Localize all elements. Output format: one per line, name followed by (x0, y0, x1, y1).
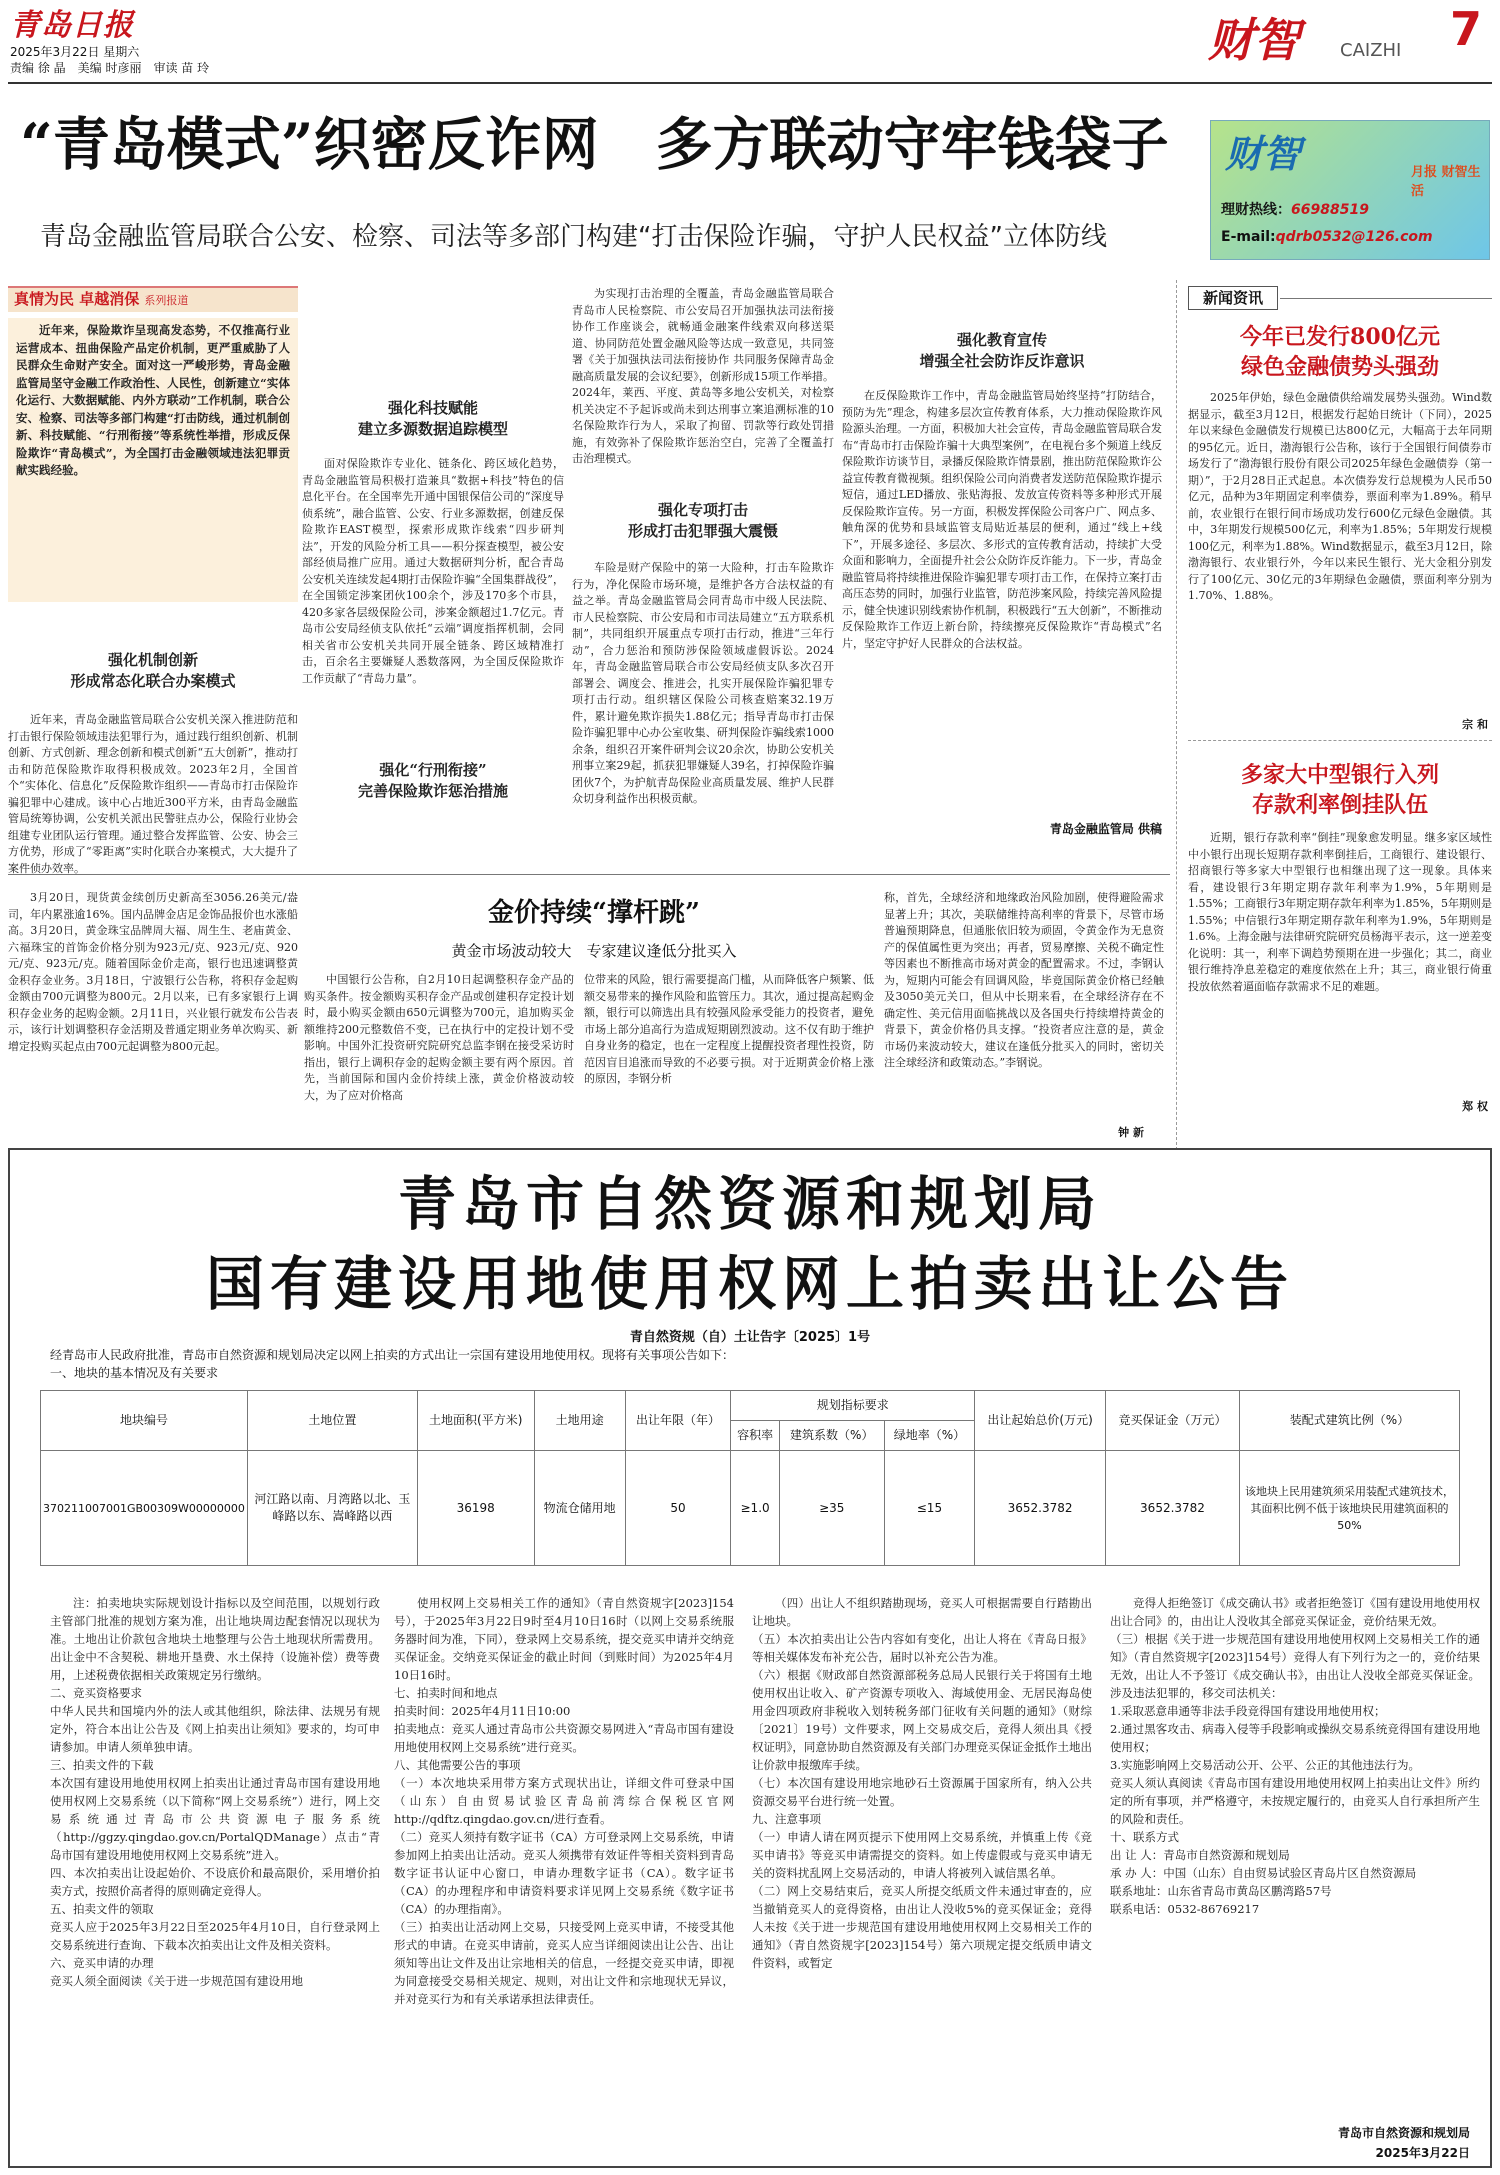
ad-title: 财智 (1225, 131, 1302, 176)
table-subheader: 容积率 (731, 1421, 780, 1451)
feature-s5-text: 在反保险欺诈工作中，青岛金融监管局始终坚持“打防结合，预防为先”理念，构建多层次宣传教育体系，大力推动保险欺诈风险源头治理。一方面，积极加大社会宣传，青岛金融监管局联合发布“青岛市打击保险诈骗十大典型案例”，在电视台多个频道上线反保险欺诈访谈节目，录播反保险欺诈情景剧，推出防范保险欺诈公益宣传教育微视频。组织保险公司向消费者发送防范保险欺诈提示短信，通过LED播放、张贴海报、发放宣传资料等多种形式开展反保险欺诈宣传。另一方面，积极发挥保险公司客户广、网点多、触角深的优势和县域监管支局贴近基层的便利，通过“线上+线下”，开展多途径、多层次、多形式的宣传教育活动，持续扩大受众面和影响力，全面提升社会公众防诈反诈能力。下一步，青岛金融监管局将持续推进保险诈骗犯罪专项打击工作，在保持立案打击高压态势的同时，加强行业监管，防范涉案风险，持续完善风险提示，健全快速识别线索协作机制，积极践行“五大创新”，不断推动反保险欺诈工作迈上新台阶，持续擦亮反保险欺诈“青岛模式”名片，坚定守护好人民群众的合法权益。 (842, 389, 1162, 650)
feature-byline: 青岛金融监管局 供稿 (1049, 822, 1162, 836)
table-cell: 3652.3782 (975, 1451, 1106, 1566)
masthead-editors: 责编 徐 晶 美编 时彦丽 审读 苗 玲 (10, 61, 210, 75)
masthead-logo: 青岛日报 (10, 8, 134, 43)
table-cell: 3652.3782 (1106, 1451, 1240, 1566)
gold-col2-text: 中国银行公告称，自2月10日起调整积存金产品的购买条件。按金额购买积存金产品或创建积存定投计划时，最小购买金额由650元调整为700元，追加购买金额维持200元整数倍不变，已在执行中的定投计划不受影响。中国外汇投资研究院研究总监李钢在接受采访时指出，银行上调积存金的起购金额主要有两个原因。首先，当前国际和国内金价持续上涨，黄金价格波动较大，为了应对价格高 (304, 973, 574, 1102)
feature-s3-text: 为实现打击治理的全覆盖，青岛金融监管局联合青岛市人民检察院、市公安局召开加强执法司法衔接协作工作座谈会，就畅通金融案件线索双向移送渠道、协同防范处置金融风险等达成一致意见，共同签署《关于加强执法司法衔接协作 共同服务保障青岛金融高质量发展的会议纪要》，创新形成15项工作举措。2024年，莱西、平度、黄岛等多地公安机关，对检察机关决定不予起诉或尚未到达刑事立案追溯标准的10名保险欺诈行为人，采取了拘留、罚款等行政处罚措施，有效弥补了保险欺诈惩治空白，完善了全覆盖打击治理模式。 (572, 287, 834, 465)
parcel-table (40, 1390, 1460, 1570)
table-subheader: 建筑系数（%） (779, 1421, 884, 1451)
gold-subtitle: 黄金市场波动较大 专家建议逢低分批买入 (451, 942, 737, 960)
ad-slogan: 月报 财智生活 (1411, 165, 1481, 199)
news-a1-text: 2025年伊始，绿色金融债供给端发展势头强劲。Wind数据显示，截至3月12日，根据发行起始日统计（下同），2025年以来绿色金融债发行规模已达800亿元，大幅高于去年同期的95亿元。近日，渤海银行公告称，该行于全国银行间债券市场发行了“渤海银行股份有限公司2025年绿色金融债券（第一期）”，于2月28日正式起息。本次债券发行总规模为人民币50亿元，品种为3年期固定利率债券，票面利率为1.89%。稍早前，农业银行在银行间市场成功发行600亿元绿色金融债。其中，3年期发行规模500亿元，利率为1.85%；5年期发行规模100亿元，利率为1.88%。Wind数据显示，截至3月12日，除渤海银行、农业银行外，今年以来民生银行、光大金租分别发行了100亿元、30亿元的3年期绿色金融债，票面利率分别为1.70%、1.88%。 (1188, 391, 1492, 602)
feature-s4-text: 车险是财产保险中的第一大险种，打击车险欺诈行为，净化保险市场环境，是维护各方合法权益的有益之举。青岛金融监管局会同青岛市中级人民法院、市人民检察院、市公安局和市司法局建立“五方联系机制”，共同组织开展重点专项打击行动，推进“三年行动”，合力惩治和预防涉保险领域虚假诉讼。2024年，青岛金融监管局联合市公安局经侦支队多次召开部署会、调度会、推进会，扎实开展保险诈骗犯罪专项打击行动。组织辖区保险公司核查赔案32.19万件，累计避免欺诈损失1.88亿元；指导青岛市打击保险诈骗犯罪中心办公室收集、研判保险诈骗线索1000余条，组织召开案件研判会议20余次，协助公安机关刑事立案29起，抓获犯罪嫌疑人39名，打掉保险诈骗团伙7个，为护航青岛保险业高质量发展、维护人民群众切身利益作出积极贡献。 (572, 561, 834, 805)
table-row (41, 1451, 1460, 1566)
table-header: 装配式建筑比例（%） (1240, 1391, 1460, 1451)
table-header: 地块编号 (41, 1391, 248, 1451)
notice-title-1: 青岛市自然资源和规划局 (397, 1170, 1102, 1238)
feature-s1-text-cont (302, 286, 564, 386)
table-cell: 河江路以南、月湾路以北、玉峰路以东、嵩峰路以西 (247, 1451, 417, 1566)
gold-author: 钟 新 (1118, 1126, 1144, 1139)
table-header: 土地用途 (534, 1391, 625, 1451)
ad-box (1210, 120, 1490, 260)
notice-sign-org: 青岛市自然资源和规划局 (1337, 2126, 1470, 2140)
feature-s2-title: 强化科技赋能 建立多源数据追踪模型 (357, 399, 508, 438)
notice-col-3: （四）出让人不组织踏勘现场，竞买人可根据需要自行踏勘出让地块。 （五）本次拍卖出让公告内容如有变化，出让人将在《青岛日报》等相关媒体发布补充公告，届时以补充公告为准。 （六）根据《财政部自然资源部税务总局人民银行关于将国有土地使用权出让收入、矿产资源专项收入、海域使用金、无居民海岛使用金四项政府非税收入划转税务部门征收有关问题的通知》（财综〔2021〕19号）文件要求，网上交易成交后，竞得人须出具《授权证明》，同意协助自然资源及有关部门办理竞买保证金抵作土地出让价款申报缴库手续。 （七）本次国有建设用地宗地砂石土资源属于国家所有，纳入公共资源交易平台进行统一处置。 九、注意事项 （一）申请人请在网页提示下使用网上交易系统，并慎重上传《竞买申请书》等竞买申请需提交的资料。如上传虚假或与竞买申请无关的资料扰乱网上交易活动的，申请人将被列入诚信黑名单。 （二）网上交易结束后，竞买人所提交纸质文件未通过审查的，应当撤销竞买人的竞得资格，由出让人没收5%的竞买保证金；竞得人未按《关于进一步规范国有建设用地使用权网上交易相关工作的通知》（青自然资规字[2023]154号）第六项规定提交纸质申请文件资料，或暂定 (752, 1596, 1092, 1970)
feature-tag (8, 286, 298, 312)
table-header: 竞买保证金（万元） (1106, 1391, 1240, 1451)
table-cell: 该地块上民用建筑须采用装配式建筑技术，其面积比例不低于该地块民用建筑面积的50% (1240, 1451, 1460, 1566)
news-tag-rule (1280, 298, 1492, 299)
notice-col-4: 竞得人拒绝签订《成交确认书》或者拒绝签订《国有建设用地使用权出让合同》的，由出让人没收其全部竞买保证金，竞价结果无效。 （三）根据《关于进一步规范国有建设用地使用权网上交易相关工作的通知》（青自然资规字[2023]154号）竞得人有下列行为之一的，竞价结果无效，出让人不予签订《成交确认书》，由出让人没收全部竞买保证金。涉及违法犯罪的，移交司法机关： 1.采取恶意串通等非法手段竞得国有建设用地使用权； 2.通过黑客攻击、病毒入侵等手段影响或操纵交易系统竞得国有建设用地使用权； 3.实施影响网上交易活动公开、公平、公正的其他违法行为。 竞买人须认真阅读《青岛市国有建设用地使用权网上拍卖出让文件》所约定的所有事项，并严格遵守，未按规定履行的，由竞买人自行承担所产生的风险和责任。 十、联系方式 出 让 人：青岛市自然资源和规划局 承 办 人：中国（山东）自由贸易试验区青岛片区自然资源局 联系地址：山东省青岛市黄岛区鹏湾路57号 联系电话：0532-86769217 (1110, 1596, 1480, 1916)
table-header-row (41, 1391, 1460, 1421)
table-header: 规划指标要求 (731, 1391, 975, 1421)
gold-left-text: 3月20日，现货黄金续创历史新高至3056.26美元/盎司，年内累涨逾16%。国内品牌金店足金饰品报价也水涨船高。3月20日，黄金珠宝品牌周大福、周生生、老庙黄金、六福珠宝的首饰金价格分别为923元/克、923元/克、920元/克、923元/克。随着国际金价走高，银行也迅速调整黄金积存金业务。3月18日，宁波银行公告称，将积存金起购金额由700元调整为800元。2月以来，已有多家银行上调积存金业务的起购金额。2月11日，兴业银行就发布公告表示，该行计划调整积存金活期及普通定期业务单次购买、新增定投购买起点由700元起调整为800元起。 (8, 891, 298, 1053)
news-a2-text: 近期，银行存款利率“倒挂”现象愈发明显。继多家区域性中小银行出现长短期存款利率倒挂后，工商银行、建设银行、招商银行等多家大中型银行也相继出现了这一现象。具体来看，建设银行3年期定期存款年利率为1.9%，5年期则是1.55%；工商银行3年期定期存款年利率为1.85%，5年期则是1.55%；中信银行3年期定期存款年利率为1.9%，5年期则是1.6%。上海金融与法律研究院研究员杨海平表示，这一逆差变化说明：其一，利率下调趋势预期在进一步强化；其二，商业银行维持净息差稳定的难度依然在上升；其三，商业银行倚重投放依然着逼面临存款需求不足的难题。 (1188, 831, 1492, 993)
table-cell: 物流仓储用地 (534, 1451, 625, 1566)
table-cell: ≥1.0 (731, 1451, 780, 1566)
section-en: CAIZHI (1340, 40, 1402, 61)
ad-hotline-number: 66988519 (1291, 202, 1369, 218)
ad-email-row (1221, 229, 1491, 245)
gold-col3-text: 位带来的风险，银行需要提高门槛，从而降低客户频繁、低额交易带来的操作风险和监管压力。其次，通过提高起购金额，银行可以筛选出具有较强风险承受能力的投资者，避免市场上部分追高行为造成短期剧烈波动。这不仅有助于维护自身业务的稳定，也在一定程度上提醒投资者理性投资，防范因盲目追涨而导致的不必要亏损。对于近期黄金价格上涨的原因，李钢分析 (584, 973, 874, 1085)
ad-email-address: qdrb0532@126.com (1275, 229, 1433, 245)
gold-title: 金价持续“撑杆跳” (488, 898, 700, 928)
feature-lead: 近年来，保险欺诈呈现高发态势，不仅推高行业运营成本、扭曲保险产品定价机制，更严重威胁了人民群众生命财产安全。面对这一严峻形势，青岛金融监管局坚守金融工作政治性、人民性，创新建立“实体化运行、大数据赋能、内外方联动”工作机制，联合公安、检察、司法等多部门构建“打击防线，通过机制创新、科技赋能、“行刑衔接”等系统性举措，形成反保险欺诈“青岛模式”，为全国打击金融领域违法犯罪贡献实践经验。 (8, 318, 298, 602)
ad-hotline-row (1221, 199, 1491, 219)
notice-col-2: 使用权网上交易相关工作的通知》（青自然资规字[2023]154号），于2025年3月22日9时至4月10日16时（以网上交易系统服务器时间为准，下同），登录网上交易系统，提交竞买申请并交纳竞买保证金。交纳竞买保证金的截止时间（到账时间）为2025年4月10日16时。 七、拍卖时间和地点 拍卖时间：2025年4月11日10:00 拍卖地点：竞买人通过青岛市公共资源交易网进入“青岛市国有建设用地使用权网上交易系统”进行竞买。 八、其他需要公告的事项 （一）本次地块采用带方案方式现状出让，详细文件可登录中国（山东）自由贸易试验区青岛前湾综合保税区官网 http://qdftz.qingdao.gov.cn/进行查看。 （二）竞买人须持有数字证书（CA）方可登录网上交易系统，申请参加网上拍卖出让活动。竞买人须携带有效证件等相关资料到青岛数字证书认证中心窗口，申请办理数字证书（CA）。数字证书（CA）的办理程序和申请资料要求详见网上交易系统《数字证书（CA）的办理指南》。 （三）拍卖出让活动网上交易，只接受网上竞买申请，不接受其他形式的申请。在竞买申请前，竞买人应当详细阅读出让公告、出让须知等出让文件及出让宗地相关的信息，一经提交竞买申请，即视为同意接受交易相关规定、规则，对出让文件和宗地现状无异议，并对竞买行为和有关承诺承担法律责任。 (394, 1596, 734, 2006)
notice-sign-date: 2025年3月22日 (1375, 2146, 1470, 2160)
main-headline: “青岛模式”织密反诈网 多方联动守牢钱袋子 (20, 111, 1169, 178)
table-header: 出让年限（年） (625, 1391, 731, 1451)
page-number: 7 (1450, 2, 1483, 56)
table-cell: 370211007001GB00309W00000000 (41, 1451, 248, 1566)
parcel-table-grid (40, 1390, 1460, 1566)
news-a1-author: 宗 和 (1462, 718, 1488, 731)
table-header: 出让起始总价(万元) (975, 1391, 1106, 1451)
divider-gold (8, 874, 1170, 875)
ad-email-label: E-mail: (1221, 229, 1276, 245)
feature-s4-title: 强化专项打击 形成打击犯罪强大震慑 (627, 501, 778, 540)
main-subheadline: 青岛金融监管局联合公安、检察、司法等多部门构建“打击保险诈骗，守护人民权益”立体防线 (40, 222, 1107, 252)
news-a2-title: 多家大中型银行入列 存款利率倒挂队伍 (1240, 762, 1439, 818)
feature-s3-title: 强化“行刑衔接” 完善保险欺诈惩治措施 (357, 761, 508, 800)
masthead-rule (8, 82, 1492, 84)
table-cell: ≤15 (884, 1451, 975, 1566)
notice-col-1: 注：拍卖地块实际规划设计指标以及空间范围，以规划行政主管部门批准的规划方案为准，出让地块周边配套情况以现状为准。土地出让价款包含地块土地整理与公告土地现状所需费用。出让金中不含契税、耕地开垦费、水土保持（设施补偿）费等费用，上述税费依据相关政策规定另行缴纳。 二、竞买资格要求 中华人民共和国境内外的法人或其他组织，除法律、法规另有规定外，符合本出让公告及《网上拍卖出让须知》要求的，均可申请参加。申请人须单独申请。 三、拍卖文件的下载 本次国有建设用地使用权网上拍卖出让通过青岛市国有建设用地使用权网上交易系统（以下简称“网上交易系统”）进行，网上交易系统通过青岛市公共资源电子服务系统（http://ggzy.qingdao.gov.cn/PortalQDManage）点击“青岛市国有建设用地使用权网上交易系统”进入。 四、本次拍卖出让设起始价、不设底价和最高限价，采用增价拍卖方式，按照价高者得的原则确定竞得人。 五、拍卖文件的领取 竞买人应于2025年3月22日至2025年4月10日，自行登录网上交易系统进行查询、下载本次拍卖出让文件及相关资料。 六、竞买申请的办理 竞买人须全面阅读《关于进一步规范国有建设用地 (50, 1596, 380, 1988)
ad-hotline-label: 理财热线： (1221, 202, 1291, 218)
table-cell: 36198 (417, 1451, 534, 1566)
feature-tag-label: 真情为民 卓越消保 (14, 290, 140, 308)
table-header: 土地面积(平方米) (417, 1391, 534, 1451)
news-divider (1188, 740, 1492, 741)
feature-s1-title: 强化机制创新 形成常态化联合办案模式 (70, 651, 236, 690)
news-a2-author: 郑 权 (1462, 1100, 1488, 1113)
notice-intro: 经青岛市人民政府批准，青岛市自然资源和规划局决定以网上拍卖的方式出让一宗国有建设用地使用权。现将有关事项公告如下： (50, 1348, 735, 1362)
table-header: 土地位置 (247, 1391, 417, 1451)
feature-s5-title: 强化教育宣传 增强全社会防诈反诈意识 (919, 331, 1085, 370)
feature-s2-text: 面对保险欺诈专业化、链条化、跨区域化趋势，青岛金融监管局积极打造兼具“数据+科技”特色的信息化平台。在全国率先开通中国银保信公司的“深度导侦系统”，融合监管、公安、行业多源数据，创建反保险欺诈EAST模型，探索形成欺诈线索“四步研判法”，开发的风险分析工具——积分探查模型，被公安部经侦局推广应用。通过大数据研判分析，配合青岛公安机关连续发起4期打击保险诈骗“全国集群战役”，在全国锁定涉案团伙100余个，涉及170多个市县，420多家各层级保险公司，涉案金额超过1.7亿元。青岛市公安局经侦支队依托“云端”调度指挥机制，会同相关省市公安机关共同开展全链条、跨区域精准打击，百余名主要嫌疑人悉数落网，为全国反保险欺诈工作贡献了“青岛力量”。 (302, 457, 564, 685)
section-logo: 财智 (1208, 13, 1300, 67)
news-tag: 新闻资讯 (1188, 286, 1278, 310)
news-a1-title: 今年已发行800亿元 绿色金融债势头强劲 (1240, 324, 1440, 380)
table-cell: 50 (625, 1451, 731, 1566)
notice-title-2: 国有建设用地使用权网上拍卖出让公告 (205, 1250, 1294, 1318)
divider-news (1176, 280, 1177, 1150)
table-cell: ≥35 (779, 1451, 884, 1566)
feature-s1-text: 近年来，青岛金融监管局联合公安机关深入推进防范和打击银行保险领域违法犯罪行为，通过践行组织创新、机制创新、方式创新、理念创新和模式创新“五大创新”，推动打击和防范保险欺诈取得积极成效。2023年2月，全国首个“实体化、信息化”反保险欺诈组织——青岛市打击保险诈骗犯罪中心建成。该中心占地近300平方米，由青岛金融监管局统筹协调，公安机关派出民警驻点办公，保险行业协会组建专业团队运行管理。通过整合发挥监管、公安、协会三方优势，形成了“零距离”实时化联合办案模式，大大提升了案件侦办效率。 (8, 713, 298, 875)
notice-section-1: 一、地块的基本情况及有关要求 (50, 1366, 219, 1380)
gold-col4-text: 称，首先，全球经济和地缘政治风险加剧，使得避险需求显著上升；其次，美联储维持高利率的背景下，尽管市场普遍预期降息，但通胀依旧较为顽固，令黄金作为无息资产的保值属性更为突出；再者，贸易摩擦、关税不确定性等因素也不断推高市场对黄金的配置需求。不过，李钢认为，短期内可能会有回调风险，毕竟国际黄金价格已经触及3050美元关口，但从中长期来看，在全球经济存在不确定性、美元信用面临挑战以及各国央行持续增持黄金的背景下，黄金价格仍具支撑。“投资者应注意的是，黄金市场仍来波动较大，建议在逢低分批买入的同时，密切关注全球经济和政策动态。”李钢说。 (884, 891, 1164, 1069)
masthead-date: 2025年3月22日 星期六 (10, 45, 140, 59)
notice-doc-number: 青自然资规（自）土让告字〔2025〕1号 (629, 1330, 871, 1345)
table-subheader: 绿地率（%） (884, 1421, 975, 1451)
feature-tag-sub: 系列报道 (144, 294, 189, 307)
